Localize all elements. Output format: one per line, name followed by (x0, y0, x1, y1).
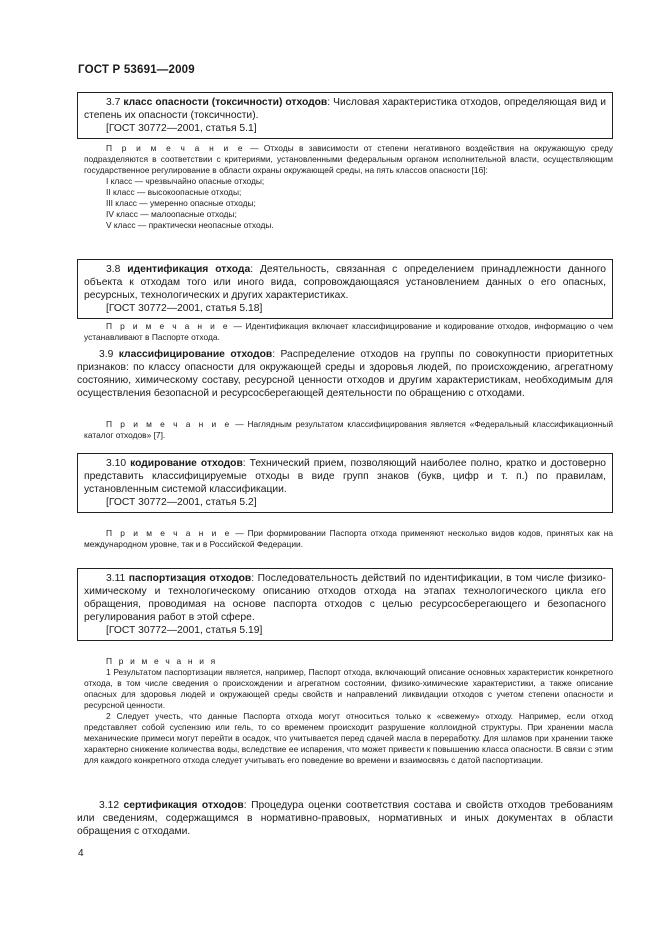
reference: [ГОСТ 30772—2001, статья 5.2] (106, 497, 257, 508)
note-text: — Наглядным результатом классифицирования является «Федеральный классификационный каталог отходов» [7]. (84, 419, 613, 440)
term: идентификация отхода (127, 264, 251, 275)
definition-3-8 (84, 263, 606, 302)
note-3-9 (84, 419, 613, 441)
note-3-8 (84, 321, 613, 343)
note-text: — Идентификация включает классифицирование и кодирование отходов, информацию о чем устанавливают в Паспорте отхода. (84, 321, 613, 342)
definition-text: : Последовательность действий по идентификации, в том числе физико-химическому и технологическому описанию отходов отхода на этапах технологического цикла его обращения, проводимая на основе паспорта отходов с целью ресурсосберегающего и безопасного регулирования работ в этой сфере. (84, 573, 606, 623)
class-item: III класс — умеренно опасные отходы; (106, 198, 256, 208)
definition-3-11 (84, 572, 606, 624)
term: сертификация отходов (123, 800, 244, 811)
definition-3-9 (77, 348, 613, 400)
definition-box-3-10 (77, 453, 613, 513)
section-number: 3.11 (106, 573, 126, 584)
definition-3-12 (77, 799, 613, 838)
note-label: П р и м е ч а н и е (106, 528, 232, 538)
note-text: — При формировании Паспорта отхода применяют несколько видов кодов, принятых как на международном уровне, так и в Российской Федерации. (84, 528, 613, 549)
definition-3-10 (84, 457, 606, 496)
note-label: П р и м е ч а н и е (106, 143, 245, 153)
definition-box-3-7 (77, 92, 613, 139)
definition-text: : Технический прием, позволяющий наиболее полно, кратко и достоверно представить классифицируемые отходы в виде групп знаков (букв, цифр и т. п.) по правилам, установленным системой классификации. (84, 458, 607, 495)
definition-box-3-11 (77, 568, 613, 641)
definition-box-3-8 (77, 259, 613, 319)
section-number: 3.8 (106, 264, 121, 275)
page-number: 4 (78, 848, 84, 859)
note-item-1: 1 Результатом паспортизации является, например, Паспорт отхода, включающий описание основных характеристик конкретного отхода, в том числе сведения о происхождении и агрегатном состоянии, физико-химические характеристики, а также описание опасных для здоровья людей и окружающей среды свойств и направлений ликвидации отходов с учетом степени опасности и ресурсной ценности. (84, 667, 613, 710)
class-item: I класс — чрезвычайно опасные отходы; (106, 176, 265, 186)
note-text: — Отходы в зависимости от степени негативного воздействия на окружающую среду подразделяются в соответствии с критериями, установленными федеральным органом исполнительной власти, осуществляющим государственное регулирование в области охраны окружающей среды, на пять классов опасности [16]: (84, 143, 613, 175)
section-number: 3.9 (99, 349, 114, 360)
definition-3-7 (84, 96, 606, 122)
definition-text: : Деятельность, связанная с определением принадлежности данного объекта к отходам того или иного вида, сопровождающаяся установлением данных о его опасных, ресурсных, технологических и других характеристиках. (84, 264, 606, 301)
note-item-2: 2 Следует учесть, что данные Паспорта отхода могут относиться только к «свежему» отходу. Например, если отход представляет собой суспензию или гель, то со временем происходит разрушение коллоидной структуры. При хранении масла механические примеси могут перейти в осадок, что учитывается перед сдачей масла в переработку. Для шламов при хранении также характерно снижение количества воды, вследствие ее испарения, что может привести к повышению класса опасности. В связи с этим для каждого конкретного отхода следует учитывать его поведение во времени и взаимосвязь с датой паспортизации. (84, 711, 613, 765)
note-label: П р и м е ч а н и е (106, 321, 230, 331)
section-number: 3.12 (99, 800, 120, 811)
term: классифицирование отходов (118, 349, 273, 360)
note-label: П р и м е ч а н и е (106, 419, 232, 429)
reference: [ГОСТ 30772—2001, статья 5.18] (106, 303, 263, 314)
document-header: ГОСТ Р 53691—2009 (78, 64, 195, 76)
term: класс опасности (токсичности) отходов (123, 97, 328, 108)
definition-text: : Процедура оценки соответствия состава и свойств отходов требованиям или сведениям, содержащимся в нормативно-правовых, нормативных и иных документах в области обращения с отходами. (77, 800, 613, 837)
section-number: 3.10 (106, 458, 127, 469)
notes-3-11 (84, 656, 613, 766)
section-number: 3.7 (106, 97, 121, 108)
definition-text: : Распределение отходов на группы по совокупности приоритетных признаков: по классу опасности для окружающей среды и здоровья людей, по происхождению, агрегатному состоянию, химическому составу, ресурсной ценности отходов и другим характеристикам, необходимым для осуществления безопасной и ресурсосберегающей деятельности по обращению с отходами. (77, 349, 613, 399)
notes-label: П р и м е ч а н и я (106, 656, 218, 666)
class-item: IV класс — малоопасные отходы; (106, 209, 237, 219)
class-item: V класс — практически неопасные отходы. (106, 220, 274, 230)
reference: [ГОСТ 30772—2001, статья 5.19] (106, 625, 263, 636)
note-3-10 (84, 528, 613, 550)
definition-text: : Числовая характеристика отходов, определяющая вид и степень их опасности (токсичности). (84, 97, 606, 121)
reference: [ГОСТ 30772—2001, статья 5.1] (106, 123, 257, 134)
term: паспортизация отходов (128, 573, 252, 584)
term: кодирование отходов (130, 458, 243, 469)
note-3-7 (84, 143, 613, 231)
class-item: II класс — высокоопасные отходы; (106, 187, 242, 197)
